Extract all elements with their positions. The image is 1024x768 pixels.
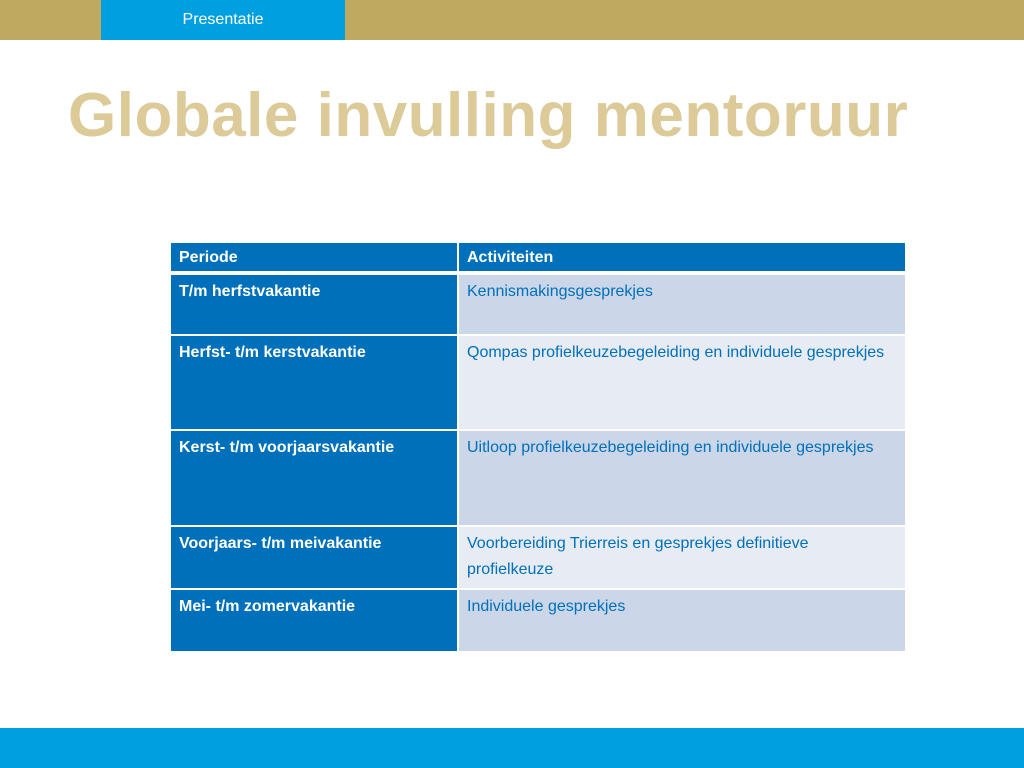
top-banner xyxy=(0,0,1024,40)
table-header-row xyxy=(170,242,906,273)
column-header-periode: Periode xyxy=(170,242,458,273)
period-cell: Kerst- t/m voorjaarsvakantie xyxy=(170,430,458,526)
slide-title: Globale invulling mentoruur xyxy=(68,81,909,150)
presentation-tab[interactable]: Presentatie xyxy=(101,0,345,40)
table-row xyxy=(170,589,906,652)
period-cell: T/m herfstvakantie xyxy=(170,273,458,335)
activity-cell: Voorbereiding Trierreis en gesprekjes definitieve profielkeuze xyxy=(458,526,906,589)
period-cell: Mei- t/m zomervakantie xyxy=(170,589,458,652)
period-cell: Herfst- t/m kerstvakantie xyxy=(170,335,458,430)
bottom-banner xyxy=(0,728,1024,768)
activity-cell: Qompas profielkeuzebegeleiding en individuele gesprekjes xyxy=(458,335,906,430)
schedule-table xyxy=(169,241,907,653)
table-row xyxy=(170,526,906,589)
activity-cell: Kennismakingsgesprekjes xyxy=(458,273,906,335)
table-row xyxy=(170,273,906,335)
table-row xyxy=(170,430,906,526)
table-row xyxy=(170,335,906,430)
column-header-activiteiten: Activiteiten xyxy=(458,242,906,273)
period-cell: Voorjaars- t/m meivakantie xyxy=(170,526,458,589)
activity-cell: Individuele gesprekjes xyxy=(458,589,906,652)
activity-cell: Uitloop profielkeuzebegeleiding en individuele gesprekjes xyxy=(458,430,906,526)
